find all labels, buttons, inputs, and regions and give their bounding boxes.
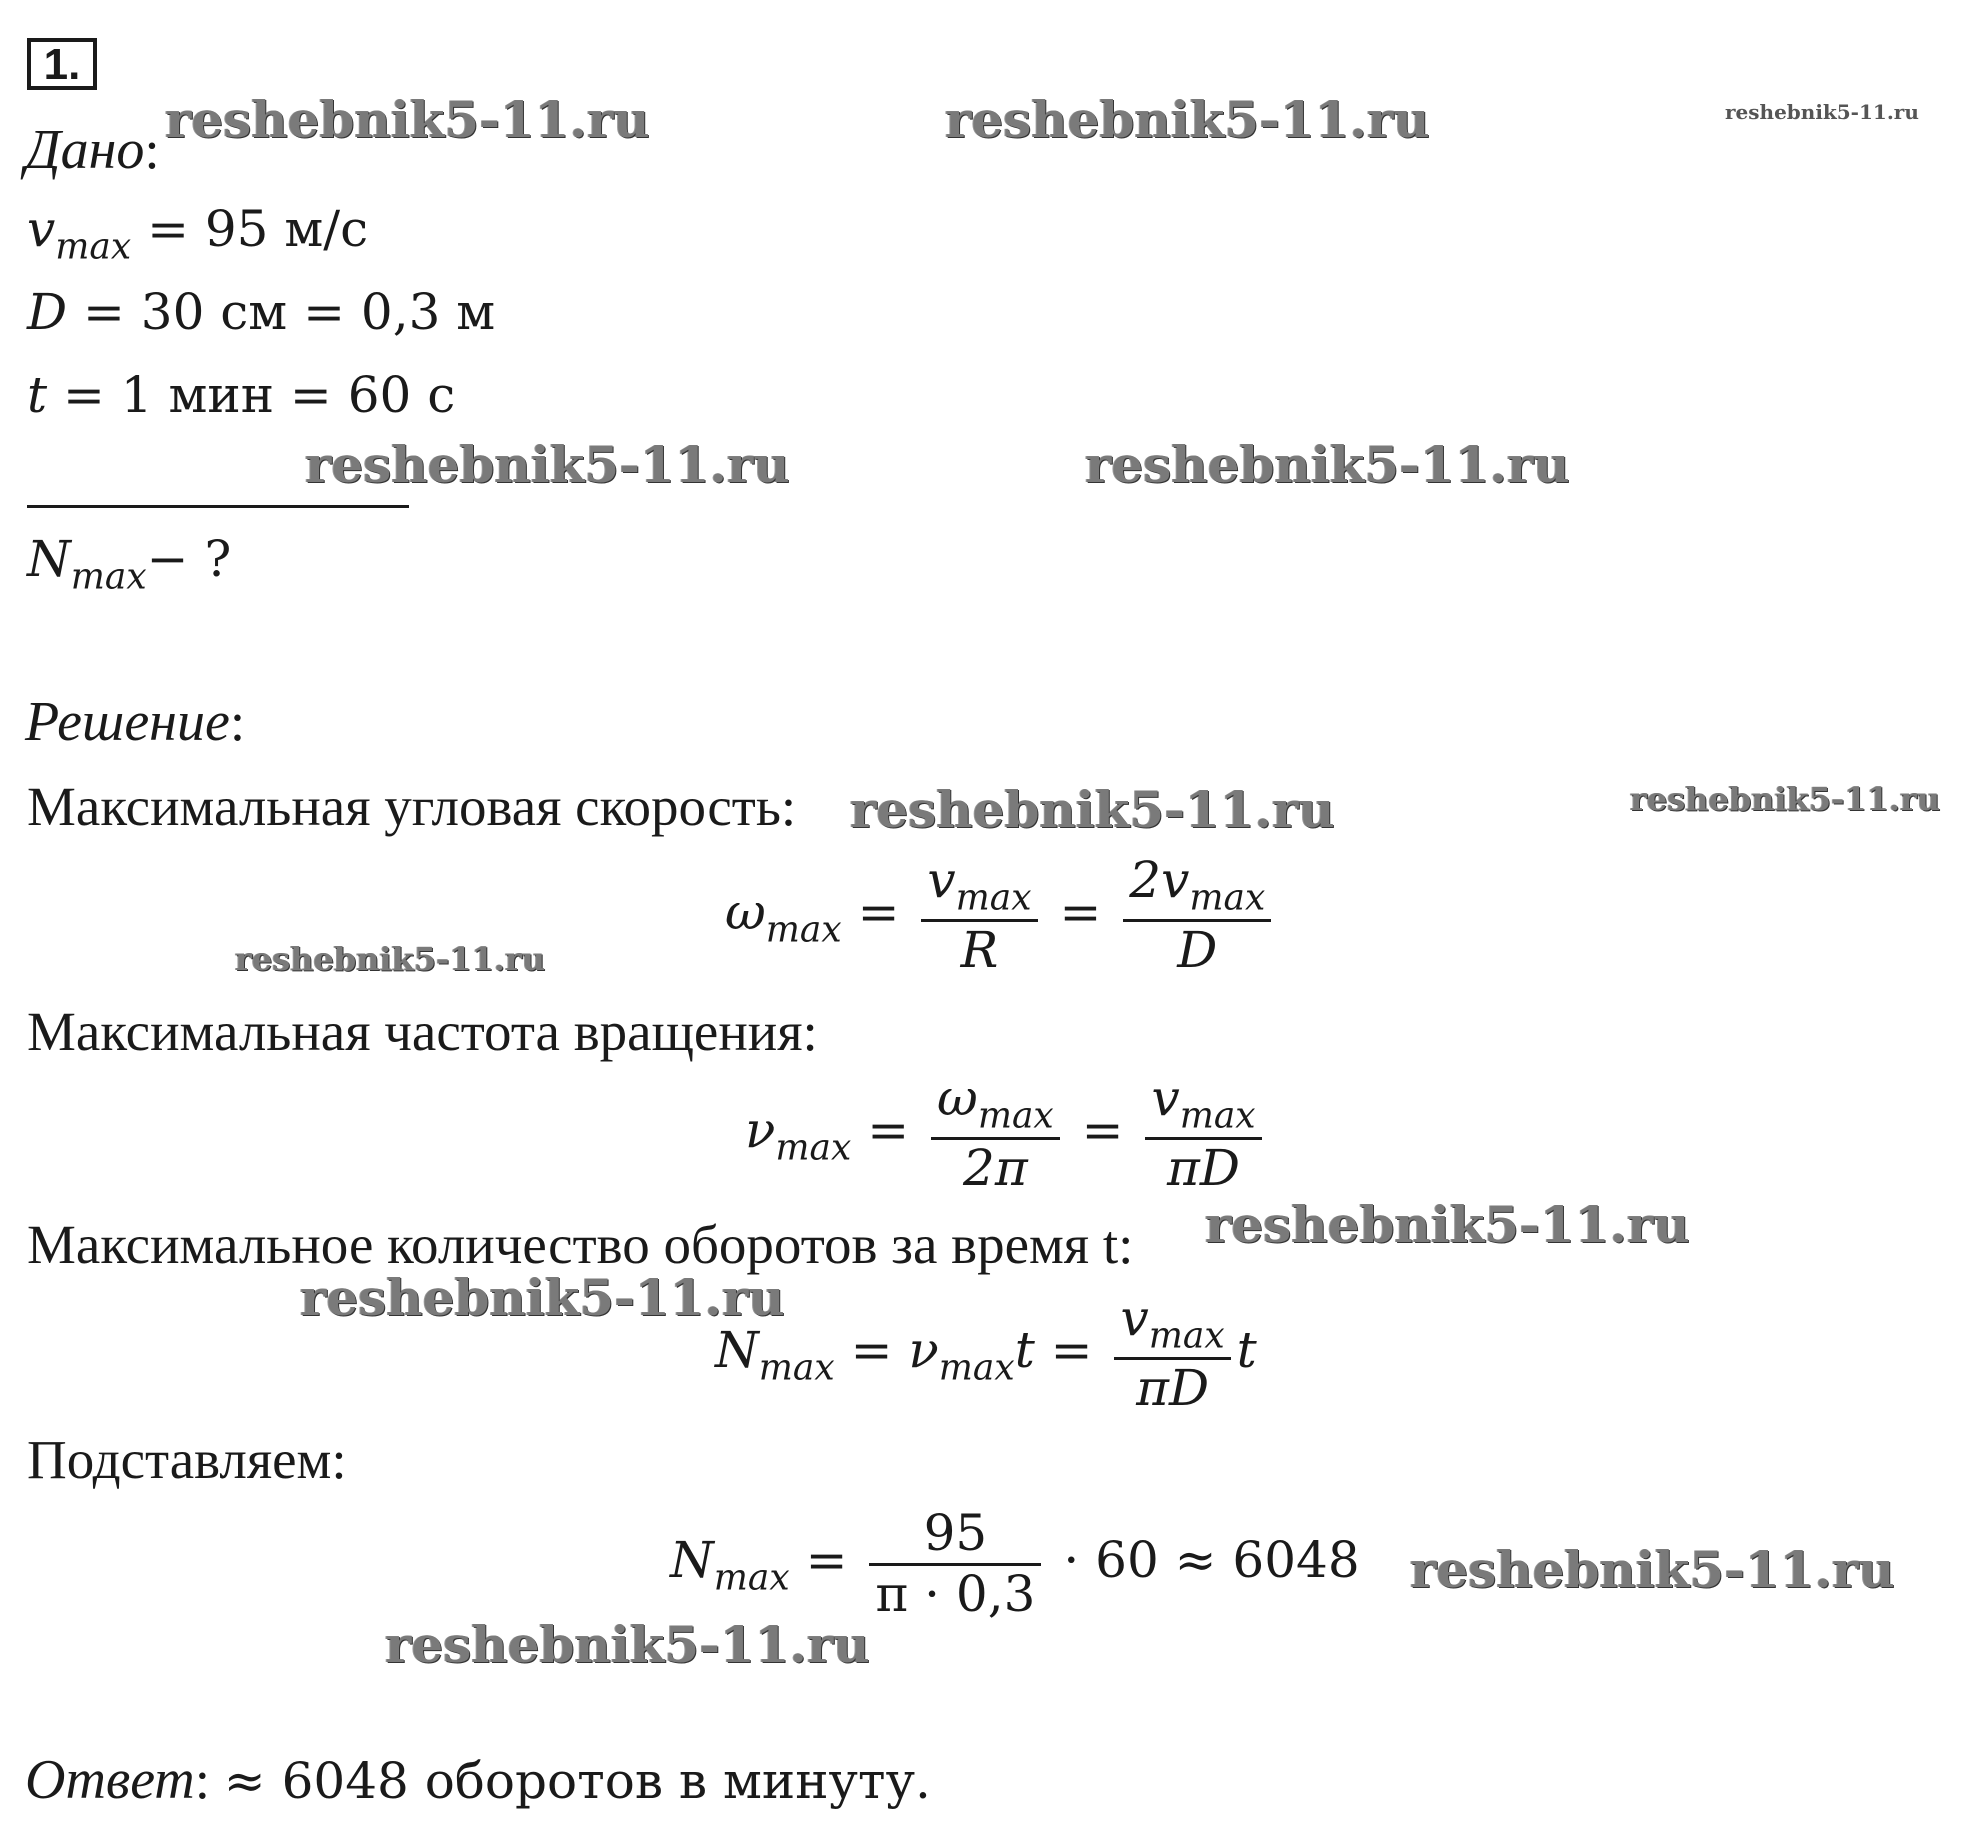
watermark: reshebnik5-11.ru	[850, 780, 1335, 839]
watermark: reshebnik5-11.ru	[235, 940, 546, 978]
find-quantity: $N_{max}-$ ?	[27, 530, 232, 598]
formula-frequency: $\nu_{max}$ = $\frac{\omega_{max}}{2\pi}$ = $\frac{v_{max}}{\pi D}$	[745, 1070, 1268, 1197]
watermark: reshebnik5-11.ru	[1205, 1195, 1690, 1254]
given-time: t = 1 мин = 60 с	[27, 366, 456, 424]
step-angular-velocity-text: Максимальная угловая скорость:	[27, 776, 797, 837]
answer: Ответ: ≈ 6048 оборотов в минуту.	[25, 1749, 931, 1811]
watermark: reshebnik5-11.ru	[1410, 1540, 1895, 1599]
watermark: reshebnik5-11.ru	[165, 90, 650, 149]
formula-angular-velocity: $\omega_{max}$ = $\frac{v_{max}}{R}$ = $\frac{2v_{max}}{D}$	[725, 852, 1277, 979]
watermark: reshebnik5-11.ru	[385, 1615, 870, 1674]
problem-number: 1.	[27, 38, 97, 90]
formula-result: $N_{max}$ = $\frac{95}{\pi \cdot 0,3}$ · 60 ≈ 6048	[670, 1504, 1360, 1623]
step-revolutions-text: Максимальное количество оборотов за время t:	[27, 1214, 1134, 1275]
watermark: reshebnik5-11.ru	[945, 90, 1430, 149]
watermark: reshebnik5-11.ru	[305, 435, 790, 494]
watermark: reshebnik5-11.ru	[300, 1268, 785, 1327]
watermark: reshebnik5-11.ru	[1630, 780, 1941, 818]
given-divider	[27, 505, 409, 508]
step-frequency-text: Максимальная частота вращения:	[27, 1001, 818, 1062]
step-substitute-text: Подставляем:	[27, 1429, 347, 1490]
given-heading: Дано:	[25, 119, 160, 181]
solution-heading: Решение:	[25, 691, 246, 753]
formula-revolutions: $N_{max} = \nu_{max}t$ = $\frac{v_{max}}{\pi D}$ t	[715, 1289, 1257, 1417]
given-velocity: $v_{max} = 95$ м/с	[27, 200, 369, 268]
watermark: reshebnik5-11.ru	[1725, 100, 1919, 124]
watermark: reshebnik5-11.ru	[1085, 435, 1570, 494]
given-diameter: D = 30 см = 0,3 м	[27, 283, 496, 341]
